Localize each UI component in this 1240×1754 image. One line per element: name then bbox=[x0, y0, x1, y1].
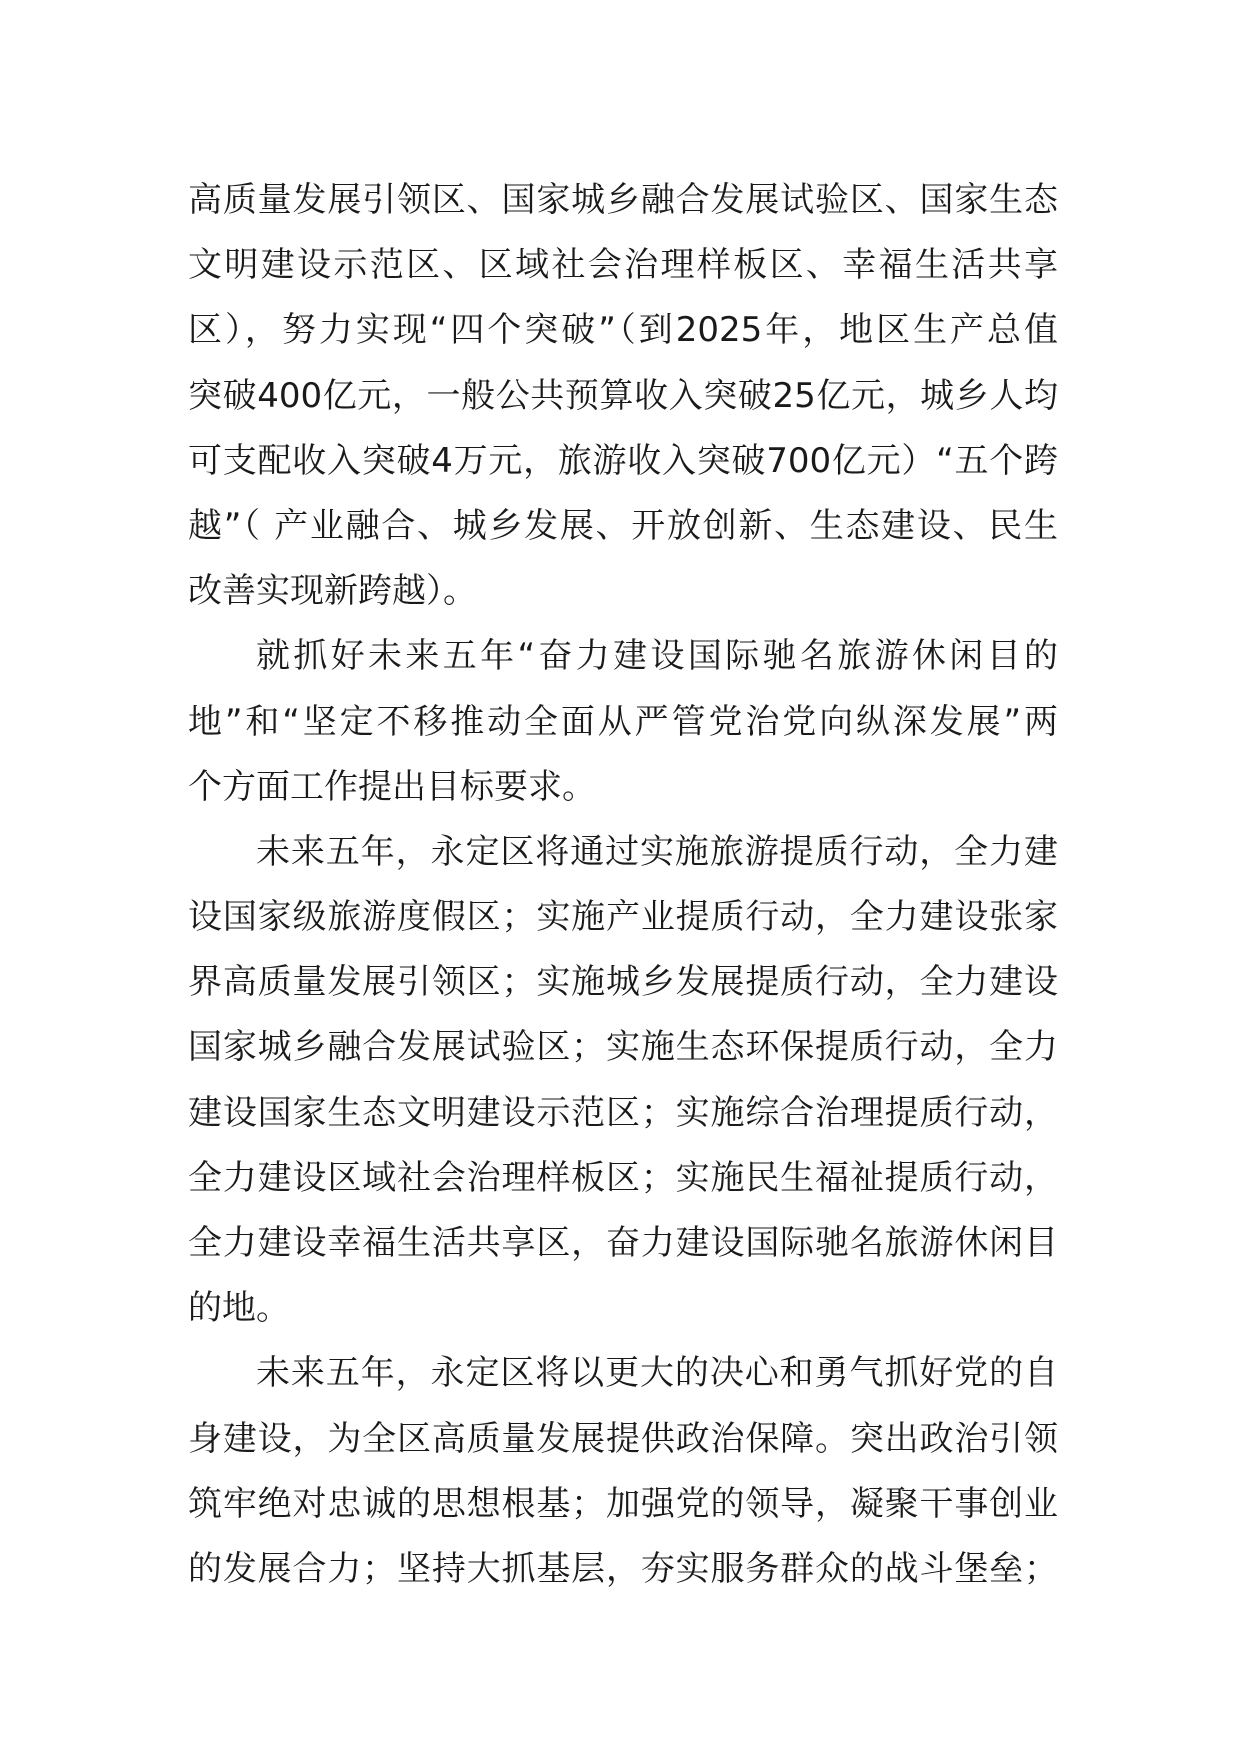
text-line: 就抓好未来五年“奋力建设国际驰名旅游休闲目的 bbox=[256, 636, 1058, 677]
text-line: 全力建设幸福生活共享区，奋力建设国际驰名旅游休闲目 bbox=[188, 1223, 1058, 1263]
text-line: 国家城乡融合发展试验区；实施生态环保提质行动，全力 bbox=[188, 1027, 1058, 1068]
text-line: 区），努力实现“四个突破”（到2025年，地区生产总值 bbox=[188, 310, 1058, 351]
text-line: 界高质量发展引领区；实施城乡发展提质行动，全力建设 bbox=[188, 962, 1058, 1003]
paragraph-3 bbox=[188, 820, 1058, 1342]
text-line: 全力建设区域社会治理样板区；实施民生福祉提质行动， bbox=[188, 1157, 1058, 1198]
text-line: 身建设，为全区高质量发展提供政治保障。突出政治引领 bbox=[188, 1418, 1058, 1459]
text-line: 突破400亿元，一般公共预算收入突破25亿元，城乡人均 bbox=[188, 375, 1058, 416]
text-line: 高质量发展引领区、国家城乡融合发展试验区、国家生态 bbox=[188, 180, 1058, 220]
text-line: 建设国家生态文明建设示范区；实施综合治理提质行动， bbox=[188, 1092, 1058, 1133]
text-line: 的地。 bbox=[188, 1288, 290, 1329]
text-line: 设国家级旅游度假区；实施产业提质行动，全力建设张家 bbox=[188, 897, 1058, 938]
body-text bbox=[188, 168, 1058, 1602]
text-line: 筑牢绝对忠诚的思想根基；加强党的领导，凝聚干事创业 bbox=[188, 1483, 1058, 1524]
text-line: 文明建设示范区、区域社会治理样板区、幸福生活共享 bbox=[188, 245, 1058, 286]
text-line: 的发展合力；坚持大抓基层，夯实服务群众的战斗堡垒； bbox=[188, 1548, 1058, 1589]
text-line: 改善实现新跨越）。 bbox=[188, 571, 477, 612]
text-line: 未来五年，永定区将以更大的决心和勇气抓好党的自 bbox=[256, 1353, 1058, 1394]
paragraph-2 bbox=[188, 624, 1058, 820]
paragraph-4 bbox=[188, 1341, 1058, 1602]
paragraph-1 bbox=[188, 168, 1058, 624]
text-line: 个方面工作提出目标要求。 bbox=[188, 766, 596, 807]
text-line: 可支配收入突破4万元，旅游收入突破700亿元）“五个跨 bbox=[188, 440, 1058, 481]
text-line: 越”（ 产业融合、城乡发展、开放创新、生态建设、民生 bbox=[188, 505, 1058, 546]
text-line: 地”和“坚定不移推动全面从严管党治党向纵深发展”两 bbox=[188, 701, 1058, 742]
text-line: 未来五年，永定区将通过实施旅游提质行动，全力建 bbox=[256, 831, 1058, 872]
